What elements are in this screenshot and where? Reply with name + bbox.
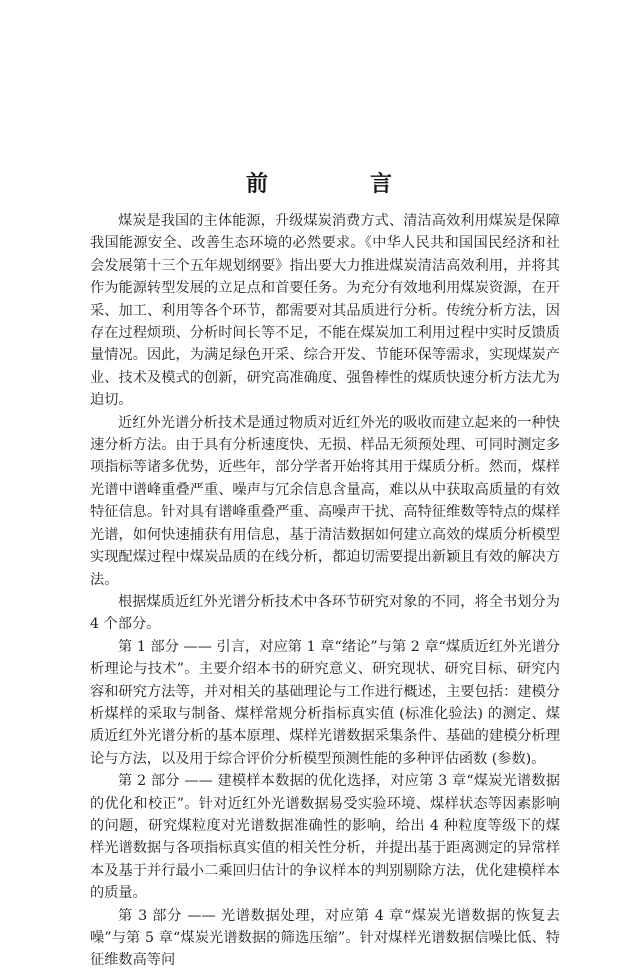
paragraph-2: 近红外光谱分析技术是通过物质对近红外光的吸收而建立起来的一种快速分析方法。由于具有分析速度快、无损、样品无须预处理、可同时测定多项指标等诸多优势，近些年，部分学者开始将其用于煤质分析。然而，煤样光谱中谱峰重叠严重、噪声与冗余信息含量高，难以从中获取高质量的有效特征信息。针对具有谱峰重叠严重、高噪声干扰、高特征维数等特点的煤样光谱，如何快速捕获有用信息，基于清洁数据如何建立高效的煤质分析模型实现配煤过程中煤炭品质的在线分析，都迫切需要提出新颖且有效的解决方法。 [90,414,560,588]
paragraph-3: 根据煤质近红外光谱分析技术中各环节研究对象的不同，将全书划分为 4 个部分。 [90,593,560,633]
body-text [90,210,560,972]
paragraph-1: 煤炭是我国的主体能源，升级煤炭消费方式、清洁高效利用煤炭是保障我国能源安全、改善生态环境的必然要求。《中华人民共和国国民经济和社会发展第十三个五年规划纲要》指出要大力推进煤炭清洁高效利用，并将其作为能源转型发展的立足点和首要任务。为充分有效地利用煤炭资源，在开采、加工、利用等各个环节，都需要对其品质进行分析。传统分析方法，因存在过程烦琐、分析时间长等不足，不能在煤炭加工利用过程中实时反馈质量情况。因此，为满足绿色开采、综合开发、节能环保等需求，实现煤炭产业、技术及模式的创新，研究高准确度、强鲁棒性的煤质快速分析方法尤为迫切。 [90,213,560,409]
page-title: 前 言 [245,172,432,197]
paragraph-4: 第 1 部分 —— 引言，对应第 1 章“绪论”与第 2 章“煤质近红外光谱分析理论与技术”。主要介绍本书的研究意义、研究现状、研究目标、研究内容和研究方法等，并对相关的基础理论与工作进行概述，主要包括：建模分析煤样的采取与制备、煤样常规分析指标真实值 (标准化验法) 的测定、煤质近红外光谱分析的基本原理、煤样光谱数据采集条件、基础的建模分析理论与方法，以及用于综合评价分析模型预测性能的多种评估函数 (参数)。 [90,638,560,767]
paragraph-6: 第 3 部分 —— 光谱数据处理，对应第 4 章“煤炭光谱数据的恢复去噪”与第 5 章“煤炭光谱数据的筛选压缩”。针对煤样光谱数据信噪比低、特征维数高等问 [90,907,560,969]
paragraph-5: 第 2 部分 —— 建模样本数据的优化选择，对应第 3 章“煤炭光谱数据的优化和校正”。针对近红外光谱数据易受实验环境、煤样状态等因素影响的问题，研究煤粒度对光谱数据准确性的影响，给出 4 种粒度等级下的煤样光谱数据与各项指标真实值的相关性分析，并提出基于距离测定的异常样本及基于并行最小二乘回归估计的争议样本的判别剔除方法，优化建模样本的质量。 [90,773,560,902]
